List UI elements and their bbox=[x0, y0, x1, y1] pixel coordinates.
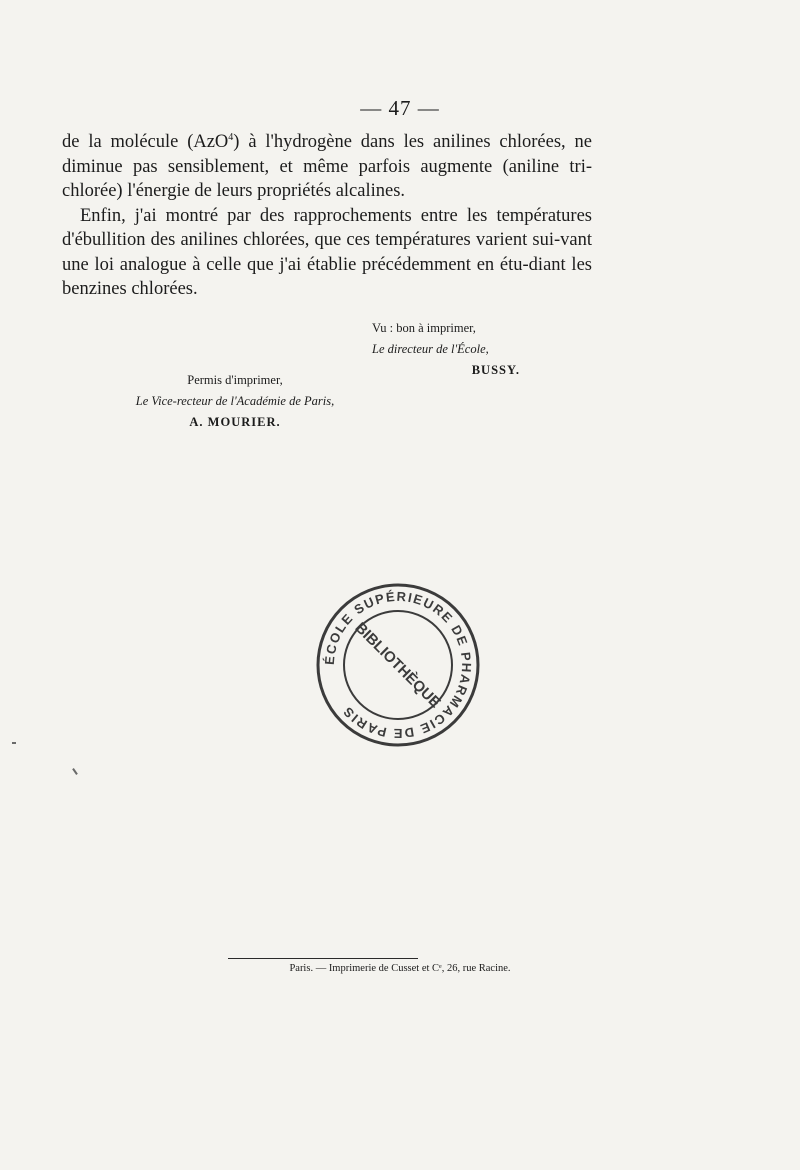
approval-director bbox=[372, 318, 522, 381]
scan-speck bbox=[12, 742, 16, 744]
printer-imprint: Paris. — Imprimerie de Cusset et Cᵉ, 26, rue Racine. bbox=[289, 963, 511, 974]
stamp-outer-text: ÉCOLE SUPÉRIEURE DE PHARMACIE DE PARIS bbox=[321, 588, 475, 742]
paragraph-1-rest: ) à l'hydrogène dans les anilines chlorées, ne diminue pas sensiblement, et même parfois augmente (aniline tri-chlorée) l'énergie de leurs propriétés alcalines. bbox=[62, 132, 592, 201]
library-stamp bbox=[313, 580, 483, 750]
paragraph-1-start: de la molécule (AzO bbox=[62, 132, 229, 152]
approval-director-name: BUSSY. bbox=[471, 363, 520, 377]
body-text bbox=[62, 130, 592, 302]
library-stamp-seal bbox=[313, 580, 483, 750]
paragraph-1-superscript: 4 bbox=[228, 131, 234, 143]
approval-director-line1: Vu : bon à imprimer, bbox=[372, 321, 476, 335]
approval-vice-rector bbox=[110, 370, 360, 433]
approval-vice-rector-title: Le Vice-recteur de l'Académie de Paris, bbox=[135, 394, 335, 408]
stamp-inner-text: BIBLIOTHÈQUE bbox=[351, 619, 444, 712]
paragraph-2: Enfin, j'ai montré par des rapprochements entre les températures d'ébullition des anilines chlorées, que ces températures varient sui-vant une loi analogue à celle que j'ai établie précédemment en étu-diant les benzines chlorées. bbox=[62, 205, 592, 299]
approval-vice-rector-name: A. MOURIER. bbox=[189, 415, 281, 429]
footer-rule bbox=[228, 958, 418, 959]
page-number: — 47 — bbox=[360, 96, 440, 120]
approval-vice-rector-line1: Permis d'imprimer, bbox=[187, 373, 283, 387]
approval-director-title: Le directeur de l'École, bbox=[372, 342, 489, 356]
scan-speck bbox=[72, 768, 78, 775]
paragraph-1 bbox=[62, 130, 592, 204]
